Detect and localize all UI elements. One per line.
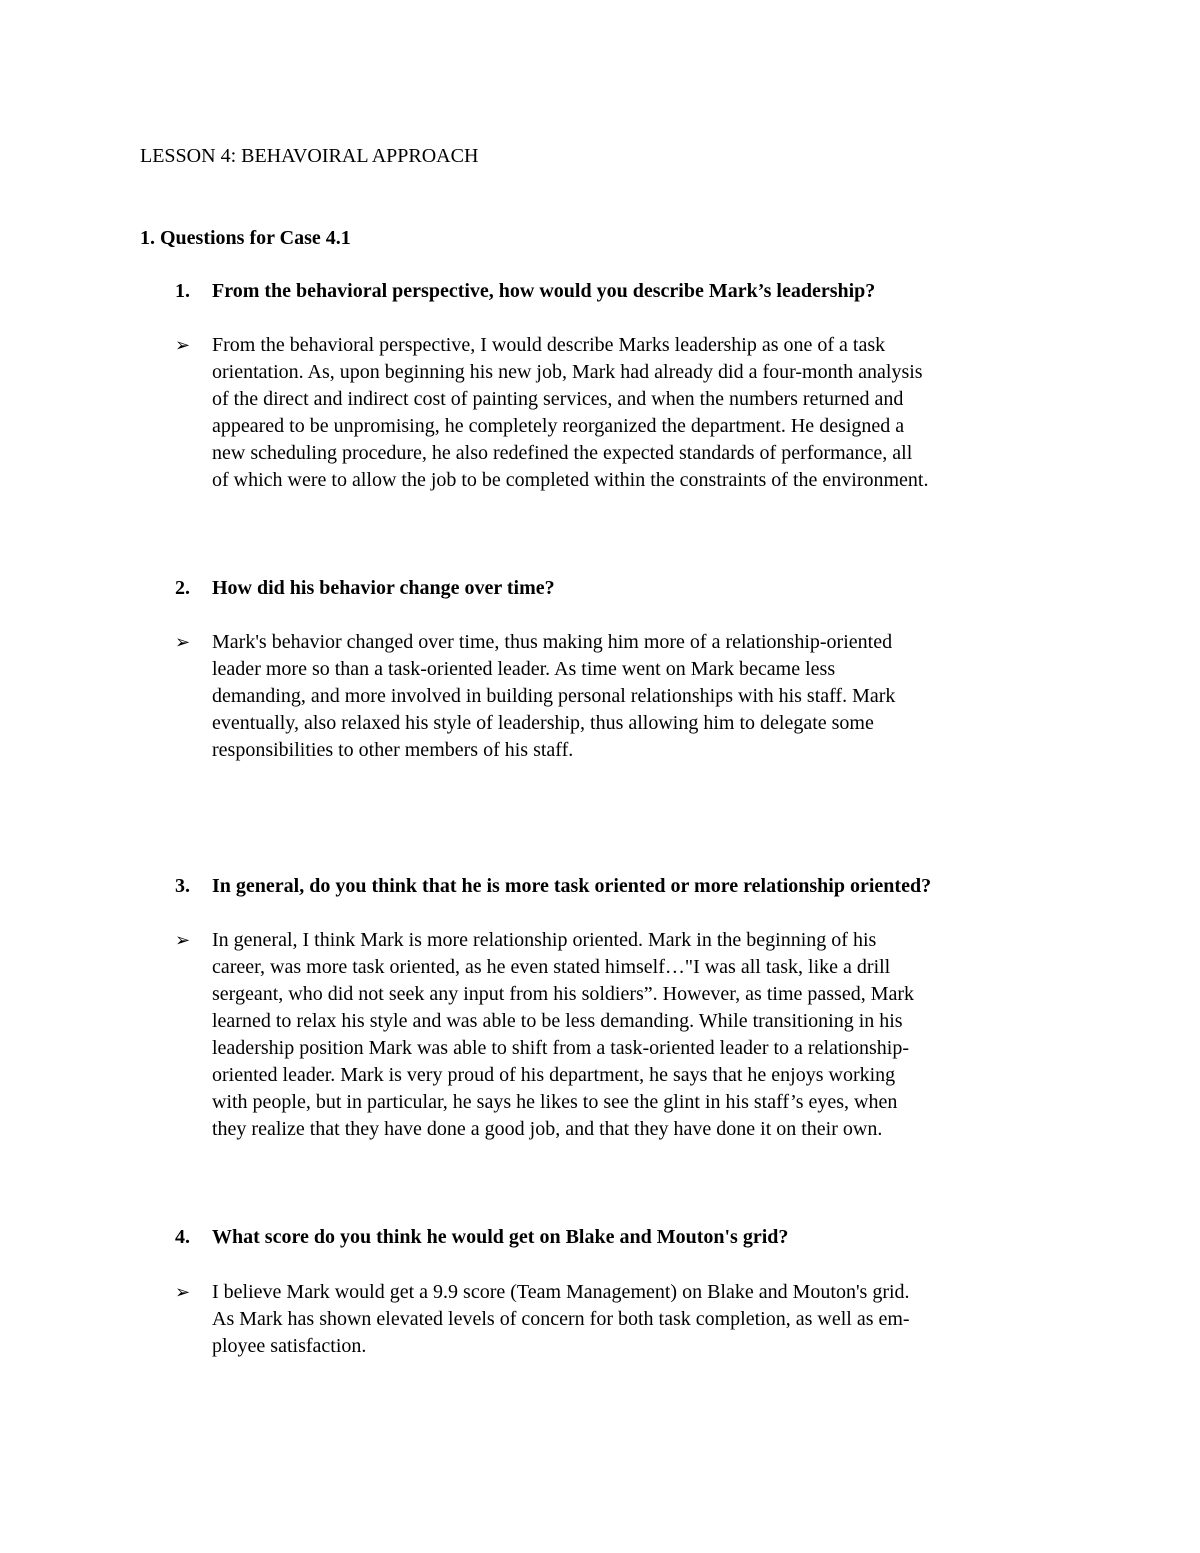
answer-line: Mark's behavior changed over time, thus making him more of a relationship-oriented bbox=[212, 631, 893, 653]
question-number: 1. bbox=[175, 280, 190, 302]
question-number: 2. bbox=[175, 577, 190, 599]
answer-line: learned to relax his style and was able to be less demanding. While transitioning in his bbox=[212, 1010, 903, 1032]
question-1 bbox=[175, 278, 1075, 304]
question-number: 3. bbox=[175, 875, 190, 897]
answer-line: demanding, and more involved in building personal relationships with his staff. Mark bbox=[212, 685, 896, 707]
answer-3 bbox=[175, 927, 1065, 1143]
answer-line: new scheduling procedure, he also redefined the expected standards of performance, all bbox=[212, 442, 913, 464]
arrow-bullet-icon: ➢ bbox=[175, 632, 191, 653]
arrow-bullet-icon: ➢ bbox=[175, 1282, 191, 1303]
answer-line: ployee satisfaction. bbox=[212, 1335, 367, 1357]
answer-line: leader more so than a task-oriented leader. As time went on Mark became less bbox=[212, 658, 836, 680]
answer-line: eventually, also relaxed his style of leadership, thus allowing him to delegate some bbox=[212, 712, 874, 734]
answer-line: responsibilities to other members of his staff. bbox=[212, 739, 574, 761]
answer-line: I believe Mark would get a 9.9 score (Team Management) on Blake and Mouton's grid. bbox=[212, 1281, 910, 1303]
question-text: From the behavioral perspective, how would you describe Mark’s leadership? bbox=[212, 280, 876, 302]
answer-line: of the direct and indirect cost of painting services, and when the numbers returned and bbox=[212, 388, 904, 410]
answer-line: In general, I think Mark is more relationship oriented. Mark in the beginning of his bbox=[212, 929, 877, 951]
answer-line: orientation. As, upon beginning his new job, Mark had already did a four-month analysis bbox=[212, 361, 923, 383]
question-text: How did his behavior change over time? bbox=[212, 577, 555, 599]
answer-line: leadership position Mark was able to shift from a task-oriented leader to a relationship- bbox=[212, 1037, 910, 1059]
answer-line: with people, but in particular, he says he likes to see the glint in his staff’s eyes, when bbox=[212, 1091, 898, 1113]
answer-line: sergeant, who did not seek any input from his soldiers”. However, as time passed, Mark bbox=[212, 983, 915, 1005]
lesson-title: LESSON 4: BEHAVOIRAL APPROACH bbox=[140, 145, 479, 167]
answer-line: From the behavioral perspective, I would describe Marks leadership as one of a task bbox=[212, 334, 886, 356]
answer-line: they realize that they have done a good job, and that they have done it on their own. bbox=[212, 1118, 883, 1140]
answer-line: oriented leader. Mark is very proud of his department, he says that he enjoys working bbox=[212, 1064, 896, 1086]
arrow-bullet-icon: ➢ bbox=[175, 335, 191, 356]
arrow-bullet-icon: ➢ bbox=[175, 930, 191, 951]
question-text: In general, do you think that he is more task oriented or more relationship oriented? bbox=[212, 875, 932, 897]
question-number: 4. bbox=[175, 1226, 190, 1248]
answer-2 bbox=[175, 629, 1065, 764]
answer-1 bbox=[175, 332, 1065, 494]
answer-line: career, was more task oriented, as he even stated himself…"I was all task, like a drill bbox=[212, 956, 891, 978]
question-4 bbox=[175, 1224, 1075, 1250]
answer-line: appeared to be unpromising, he completely reorganized the department. He designed a bbox=[212, 415, 905, 437]
question-text: What score do you think he would get on Blake and Mouton's grid? bbox=[212, 1226, 789, 1248]
answer-4 bbox=[175, 1279, 1065, 1360]
section-heading: 1. Questions for Case 4.1 bbox=[140, 227, 351, 249]
question-2 bbox=[175, 575, 1075, 601]
answer-line: of which were to allow the job to be completed within the constraints of the environment. bbox=[212, 469, 929, 491]
answer-line: As Mark has shown elevated levels of concern for both task completion, as well as em- bbox=[212, 1308, 910, 1330]
question-3 bbox=[175, 873, 1075, 899]
